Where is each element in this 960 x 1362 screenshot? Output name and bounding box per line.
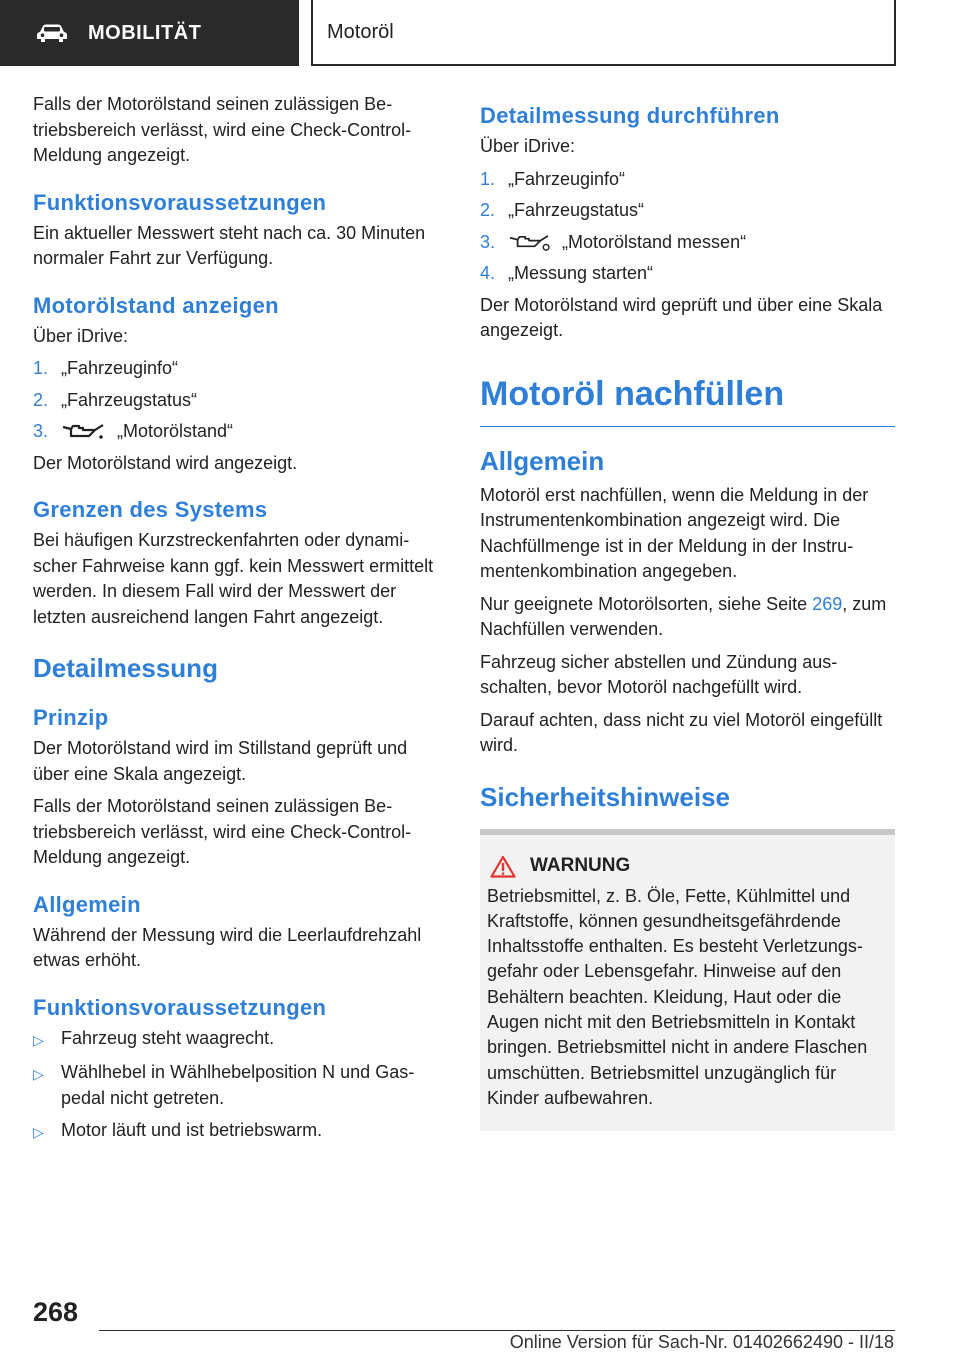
warning-header <box>487 855 888 878</box>
chapter-tab[interactable] <box>311 0 896 66</box>
section-tab[interactable] <box>0 0 299 66</box>
paragraph: Ein aktueller Messwert steht nach ca. 30 Minuten normaler Fahrt zur Verfügung. <box>33 222 426 268</box>
heading-detailmessung-durchfuehren: Detailmessung durchführen <box>480 103 780 128</box>
paragraph: Darauf achten, dass nicht zu viel Motoröl eingefüllt wird. <box>480 709 883 755</box>
paragraph: Über iDrive: <box>33 325 129 346</box>
heading-motoroel-nachfuellen: Motoröl nachfüllen <box>480 374 895 427</box>
step-text: „Motorölstand messen“ <box>562 231 747 252</box>
warning-triangle-icon <box>490 855 516 878</box>
heading-prinzip: Prinzip <box>33 705 109 730</box>
bullet-text: Fahrzeug steht waagrecht. <box>61 1027 275 1048</box>
step-number: 3. <box>33 421 49 441</box>
list-item <box>480 198 895 224</box>
step-text: „Motorölstand“ <box>117 421 234 441</box>
step-list <box>33 356 445 445</box>
page-link[interactable]: 269 <box>812 593 843 614</box>
step-number: 2. <box>480 200 496 220</box>
paragraph: Fahrzeug sicher abstellen und Zündung ausschalten, bevor Motoröl nachgefüllt wird. <box>480 651 838 697</box>
triangle-bullet-icon: ▷ <box>33 1066 44 1082</box>
step-text: „Messung starten“ <box>508 263 654 283</box>
paragraph: Während der Messung wird die Leerlaufdrehzahl etwas erhöht. <box>33 924 422 970</box>
paragraph: Falls der Motorölstand seinen zulässigen Betriebsbereich verlässt, wird eine Check-Control-Meldung angezeigt. <box>33 94 412 165</box>
step-text: „Fahrzeuginfo“ <box>508 168 626 189</box>
text-fragment: Nur geeignete Motorölsorten, siehe Seite <box>480 593 813 614</box>
page-header <box>0 0 960 66</box>
list-item <box>480 167 895 193</box>
oil-can-icon <box>61 422 105 442</box>
heading-motoroelstand-anzeigen: Motorölstand anzeigen <box>33 292 279 318</box>
step-number: 3. <box>480 231 496 252</box>
warning-box <box>480 829 895 1132</box>
left-column <box>33 92 445 1153</box>
paragraph: Falls der Motorölstand seinen zulässigen Betriebsbereich verlässt, wird eine Check-Control-Meldung angezeigt. <box>33 796 412 867</box>
list-item <box>33 1118 445 1146</box>
warning-text: Betriebsmittel, z. B. Öle, Fette, Kühlmittel und Kraftstoffe, können gesundheitsgefährdende Inhaltsstoffe enthalten. Es besteht Verletzungsgefahr oder Lebensgefahr. Hinweise auf den Behältern beachten. Kleidung, Haut oder die Augen nicht mit den Betriebsmitteln in Kontakt bringen. Betriebsmittel nicht in andere Flaschen umschütten. Betriebsmittel unzugänglich für Kinder aufbewahren. <box>487 885 868 1108</box>
list-item <box>33 1060 445 1111</box>
step-list <box>480 167 895 287</box>
right-column <box>480 92 895 1131</box>
list-item <box>33 419 445 445</box>
step-number: 1. <box>480 168 496 189</box>
list-item <box>480 230 895 256</box>
bullet-list <box>33 1026 445 1146</box>
page-number: 268 <box>33 1297 79 1327</box>
triangle-bullet-icon: ▷ <box>33 1031 44 1048</box>
heading-detailmessung: Detailmessung <box>33 653 218 683</box>
heading-funktionsvoraussetzungen-2: Funktionsvoraussetzungen <box>33 994 327 1020</box>
section-label: MOBILITÄT <box>88 21 202 44</box>
step-text: „Fahrzeugstatus“ <box>508 200 645 220</box>
bullet-text: Wählhebel in Wählhebelposition N und Gaspedal nicht getreten. <box>61 1062 415 1108</box>
paragraph <box>480 592 895 643</box>
list-item <box>33 1026 445 1054</box>
list-item <box>33 388 445 414</box>
step-number: 2. <box>33 389 49 410</box>
triangle-bullet-icon: ▷ <box>33 1124 44 1140</box>
paragraph: Motoröl erst nachfüllen, wenn die Meldung in der Instrumentenkombination angezeigt wird. Die Nachfüllmenge ist in der Meldung in der Instrumentenkombination angegeben. <box>480 484 869 581</box>
list-item <box>480 261 895 287</box>
text-fragment: , zum Nachfüllen verwenden. <box>480 593 887 639</box>
oil-can-icon <box>508 233 550 252</box>
chapter-label: Motoröl <box>327 20 394 43</box>
footer-text: Online Version für Sach-Nr. 01402662490 - II/18 <box>509 1332 894 1352</box>
step-text: „Fahrzeugstatus“ <box>61 389 198 410</box>
step-number: 1. <box>33 358 49 378</box>
step-text: „Fahrzeuginfo“ <box>61 358 179 378</box>
heading-grenzen-des-systems: Grenzen des Systems <box>33 497 268 522</box>
heading-sicherheitshinweise: Sicherheitshinweise <box>480 781 730 812</box>
warning-title: WARNUNG <box>530 855 631 876</box>
bullet-text: Motor läuft und ist betriebswarm. <box>61 1120 323 1140</box>
car-icon <box>36 23 68 43</box>
heading-funktionsvoraussetzungen: Funktionsvoraussetzungen <box>33 189 327 215</box>
list-item <box>33 356 445 382</box>
step-number: 4. <box>480 263 496 283</box>
heading-allgemein: Allgemein <box>33 891 141 917</box>
paragraph: Der Motorölstand wird angezeigt. <box>33 452 298 473</box>
paragraph: Bei häufigen Kurzstreckenfahrten oder dynamischer Fahrweise kann ggf. kein Messwert ermittelt werden. In diesem Fall wird der Messwert der letzten ausreichend langen Fahrt angezeigt. <box>33 530 434 627</box>
footer-divider <box>99 1330 895 1331</box>
paragraph: Der Motorölstand wird im Stillstand geprüft und über eine Skala angezeigt. <box>33 738 408 784</box>
paragraph: Über iDrive: <box>480 136 576 156</box>
heading-allgemein: Allgemein <box>480 445 605 476</box>
paragraph: Der Motorölstand wird geprüft und über eine Skala angezeigt. <box>480 294 883 340</box>
